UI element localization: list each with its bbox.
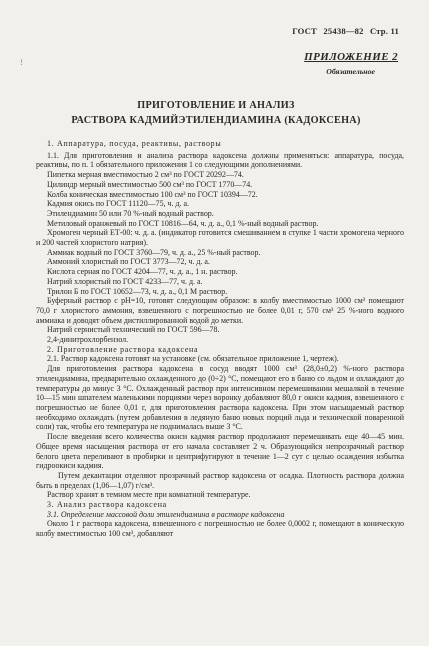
header-number: 25438—82: [323, 26, 364, 36]
margin-mark: !: [20, 58, 23, 67]
subsection-heading: 3.1. Определение массовой доли этилендиамина в растворе кадоксена: [47, 509, 285, 519]
page-header: [288, 26, 399, 36]
document-title-line-1: ПРИГОТОВЛЕНИЕ И АНАЛИЗ: [137, 100, 295, 111]
appendix-subtitle: Обязательное: [326, 67, 375, 76]
paragraph: Натрий сернистый технический по ГОСТ 596—78.: [47, 325, 220, 335]
section-heading: 2. Приготовление раствора кадоксена: [47, 344, 199, 354]
paragraph: Аммоний хлористый по ГОСТ 3773—72, ч. д. а.: [47, 257, 210, 267]
paragraph: 2.1. Раствор кадоксена готовят на установке (см. обязательное приложение 1, чертеж).: [47, 354, 339, 364]
paragraph: Метиловый оранжевый по ГОСТ 10816—64, ч. д. а., 0,1 %-ный водный раствор.: [47, 218, 319, 228]
paragraph: Около 1 г раствора кадоксена, взвешенного с погрешностью не более 0,0002 г, помещают в коническую колбу вместимостью 100 см³, добавляют: [36, 519, 404, 539]
paragraph: Кадмия окись по ГОСТ 11120—75, ч. д. а.: [47, 199, 189, 209]
paragraph: 2,4-динитрохлорбензол.: [47, 335, 129, 345]
paragraph: Кислота серная по ГОСТ 4204—77, ч. д. а., 1 н. раствор.: [47, 267, 238, 277]
paragraph: Этилендиамин 50 или 70 %-ный водный раствор.: [47, 208, 214, 218]
paragraph: Раствор хранят в темном месте при комнатной температуре.: [47, 490, 251, 500]
appendix-title: ПРИЛОЖЕНИЕ 2: [304, 51, 398, 63]
paragraph: Колба коническая вместимостью 100 см³ по ГОСТ 10394—72.: [47, 189, 258, 199]
paragraph: Для приготовления раствора кадоксена в сосуд вводят 1000 см³ (28,0±0,2) %-ного раствора этилендиамина, предварительно охлажденного до (0÷2) °С, помещают его в баню со льдом и охлаждают до температуры до минус 3 °С. Охлажденный раствор при интенсивном перемешивании мешалкой в течение 10—15 мин шпателем маленькими порциями через воронку добавляют 80,0 г окиси кадмия, взвешенного с погрешностью не более 0,01 г, для приготовления раствора кадоксена. При этом насыщаемый раствор необходимо охлаждать (путем добавления в ледяную баню новых порций льда и технической поваренной соли) так, чтобы его температура не поднималась выше 3 °С.: [36, 364, 404, 432]
paragraph: 1.1. Для приготовления и анализа раствора кадоксена должны применяться: аппаратура, посуда, реактивы, по п. 1 обязательного приложения 1 со следующими дополнениями.: [36, 150, 404, 170]
paragraph: Натрий хлористый по ГОСТ 4233—77, ч. д. а.: [47, 276, 203, 286]
section-heading: 1. Аппаратура, посуда, реактивы, растворы: [47, 139, 222, 148]
header-standard: ГОСТ: [292, 26, 317, 36]
paragraph: Пипетка мерная вместимостью 2 см³ по ГОСТ 20292—74.: [47, 170, 244, 180]
paragraph: Буферный раствор с рН=10, готовят следующим образом: в колбу вместимостью 1000 см³ помещают 70,0 г хлористого аммония, взвешенного с погрешностью не более 0,01 г, 570 см³ 25 %-ного водного аммиака и доводят объем дистиллированной водой до метки.: [36, 296, 404, 325]
paragraph: Аммиак водный по ГОСТ 3760—79, ч. д. а., 25 %-ный раствор.: [47, 247, 261, 257]
document-body: [36, 139, 404, 539]
section-heading: 3. Анализ раствора кадоксена: [47, 500, 167, 510]
paragraph: Хромоген черный ЕТ-00: ч. д. а. (индикатор готовится смешиванием в ступке 1 части хромогена черного и 200 частей хлористого натрия).: [36, 228, 404, 248]
header-page: Стр. 11: [369, 26, 399, 36]
paragraph: После введения всего количества окиси кадмия раствор продолжают перемешивать еще 40—45 мин. Общее время насыщения раствора от его начала составляет 2 ч. Образующийся непрозрачный раствор белого цвета переливают в пробирки и центрифугируют в течение 1—2 сут с целью осаждения избытка гидроокиси кадмия.: [36, 432, 404, 471]
document-title-line-2: РАСТВОРА КАДМИЙЭТИЛЕНДИАМИНА (КАДОКСЕНА): [71, 115, 361, 126]
paragraph: Цилиндр мерный вместимостью 500 см³ по ГОСТ 1770—74.: [47, 179, 253, 189]
paragraph: Путем декантации отделяют прозрачный раствор кадоксена от осадка. Плотность раствора должна быть в пределах (1,06—1,07) г/см³.: [36, 470, 404, 490]
paragraph: Трилон Б по ГОСТ 10652—73, ч. д. а., 0,1 М раствор.: [47, 286, 228, 296]
